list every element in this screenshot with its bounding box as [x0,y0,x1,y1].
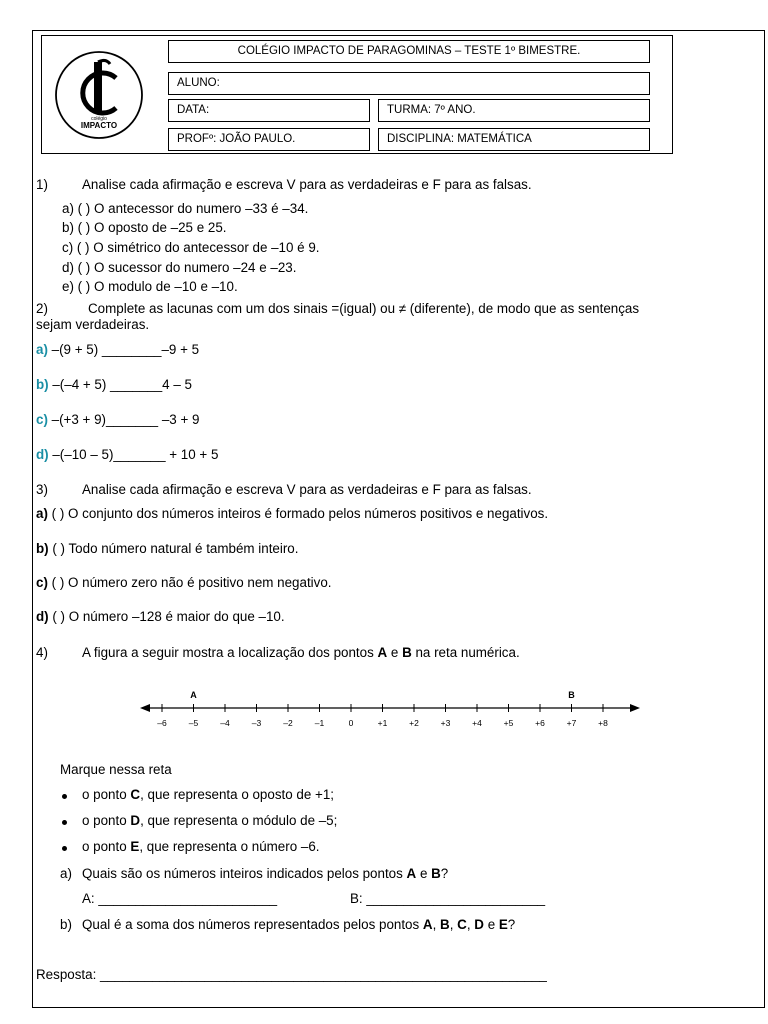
q1-item-a: a) ( ) O antecessor do numero –33 é –34. [62,201,309,216]
q2-letter-b: b) [36,377,49,392]
logo-small-text: colégio [91,116,107,122]
tick-label: +2 [409,718,419,728]
tick-label: +3 [440,718,451,728]
class-field: TURMA: 7º ANO. [378,99,650,122]
q3-letter-b: b) [36,541,49,556]
q3-letter-c: c) [36,575,48,590]
school-title: COLÉGIO IMPACTO DE PARAGOMINAS – TESTE 1º BIMESTRE. [168,40,650,63]
bullet-icon [62,820,67,825]
q2-text-d: –(–10 – 5)_______ + 10 + 5 [48,447,219,462]
q2-statement-line1: Complete as lacunas com um dos sinais =(igual) ou ≠ (diferente), de modo que as sentenças [88,301,640,316]
subject-field: DISCIPLINA: MATEMÁTICA [378,128,650,151]
q3-item-d [36,609,285,624]
q3-text-d: ( ) O número –128 é maior do que –10. [48,609,285,624]
point-b-label: B [568,690,575,700]
q4-bullet-e: o ponto E, que representa o número –6. [82,839,320,854]
q3-letter-a: a) [36,506,48,521]
q1-item-e: e) ( ) O modulo de –10 e –10. [62,279,238,294]
tick-label: –4 [220,718,230,728]
tick-label: –2 [283,718,293,728]
tick-label: –6 [157,718,167,728]
tick-label: +1 [377,718,388,728]
school-logo-icon [54,50,144,140]
tick-label: –3 [251,718,262,728]
q2-letter-c: c) [36,412,48,427]
tick-label: 0 [348,718,354,728]
q3-item-b [36,541,298,556]
q3-item-c [36,575,332,590]
q4-statement: A figura a seguir mostra a localização dos pontos A e B na reta numérica. [82,645,520,660]
q2-letter-a: a) [36,342,48,357]
tick-label: +6 [535,718,545,728]
q4-marque: Marque nessa reta [60,762,172,777]
answer-b-field[interactable]: B: ________________________ [350,891,546,906]
tick-label: +7 [566,718,577,728]
q2-item-b [36,377,192,392]
answer-a-field[interactable]: A: ________________________ [82,891,278,906]
tick-label: –5 [188,718,199,728]
q3-letter-d: d) [36,609,49,624]
tick-label: –1 [314,718,325,728]
tick-label: +4 [472,718,482,728]
q2-number: 2) [36,301,48,316]
q1-item-b: b) ( ) O oposto de –25 e 25. [62,220,227,235]
q2-item-c [36,412,199,427]
q2-text-b: –(–4 + 5) _______4 – 5 [48,377,192,392]
q3-statement: Analise cada afirmação e escreva V para as verdadeiras e F para as falsas. [82,482,532,497]
left-arrow-icon [140,704,150,712]
q1-number: 1) [36,177,48,192]
bullet-icon [62,846,67,851]
q4-bullet-c: o ponto C, que representa o oposto de +1; [82,787,335,802]
header-block [41,35,673,154]
tick-label: +8 [598,718,608,728]
student-field: ALUNO: [168,72,650,95]
q2-text-c: –(+3 + 9)_______ –3 + 9 [47,412,200,427]
q4-bullet-d: o ponto D, que representa o módulo de –5; [82,813,338,828]
q4-number: 4) [36,645,48,660]
tick-label: +5 [503,718,514,728]
q4-sub-a: Quais são os números inteiros indicados pelos pontos A e B? [82,866,449,881]
q3-item-a [36,506,548,521]
answer-field[interactable]: Resposta: ____________________________________________________________ [36,967,547,982]
bullet-icon [62,794,67,799]
q1-item-c: c) ( ) O simétrico do antecessor de –10 é 9. [62,240,320,255]
q1-item-d: d) ( ) O sucessor do numero –24 e –23. [62,260,297,275]
q4-sub-a-letter: a) [60,866,72,881]
q2-item-a [36,342,199,357]
q2-letter-d: d) [36,447,49,462]
right-arrow-icon [630,704,640,712]
logo-text: IMPACTO [80,121,118,130]
q3-text-b: ( ) Todo número natural é também inteiro. [48,541,299,556]
date-field: DATA: [168,99,370,122]
point-a-label: A [190,690,197,700]
number-line [110,660,660,740]
teacher-field: PROFº: JOÃO PAULO. [168,128,370,151]
q2-item-d [36,447,218,462]
q4-sub-b-letter: b) [60,917,72,932]
q2-statement-line2: sejam verdadeiras. [36,317,150,332]
q2-text-a: –(9 + 5) ________–9 + 5 [47,342,200,357]
q3-number: 3) [36,482,48,497]
q3-text-c: ( ) O número zero não é positivo nem negativo. [47,575,332,590]
q1-statement: Analise cada afirmação e escreva V para as verdadeiras e F para as falsas. [82,177,532,192]
q3-text-a: ( ) O conjunto dos números inteiros é formado pelos números positivos e negativos. [47,506,549,521]
q4-sub-b: Qual é a soma dos números representados pelos pontos A, B, C, D e E? [82,917,516,932]
